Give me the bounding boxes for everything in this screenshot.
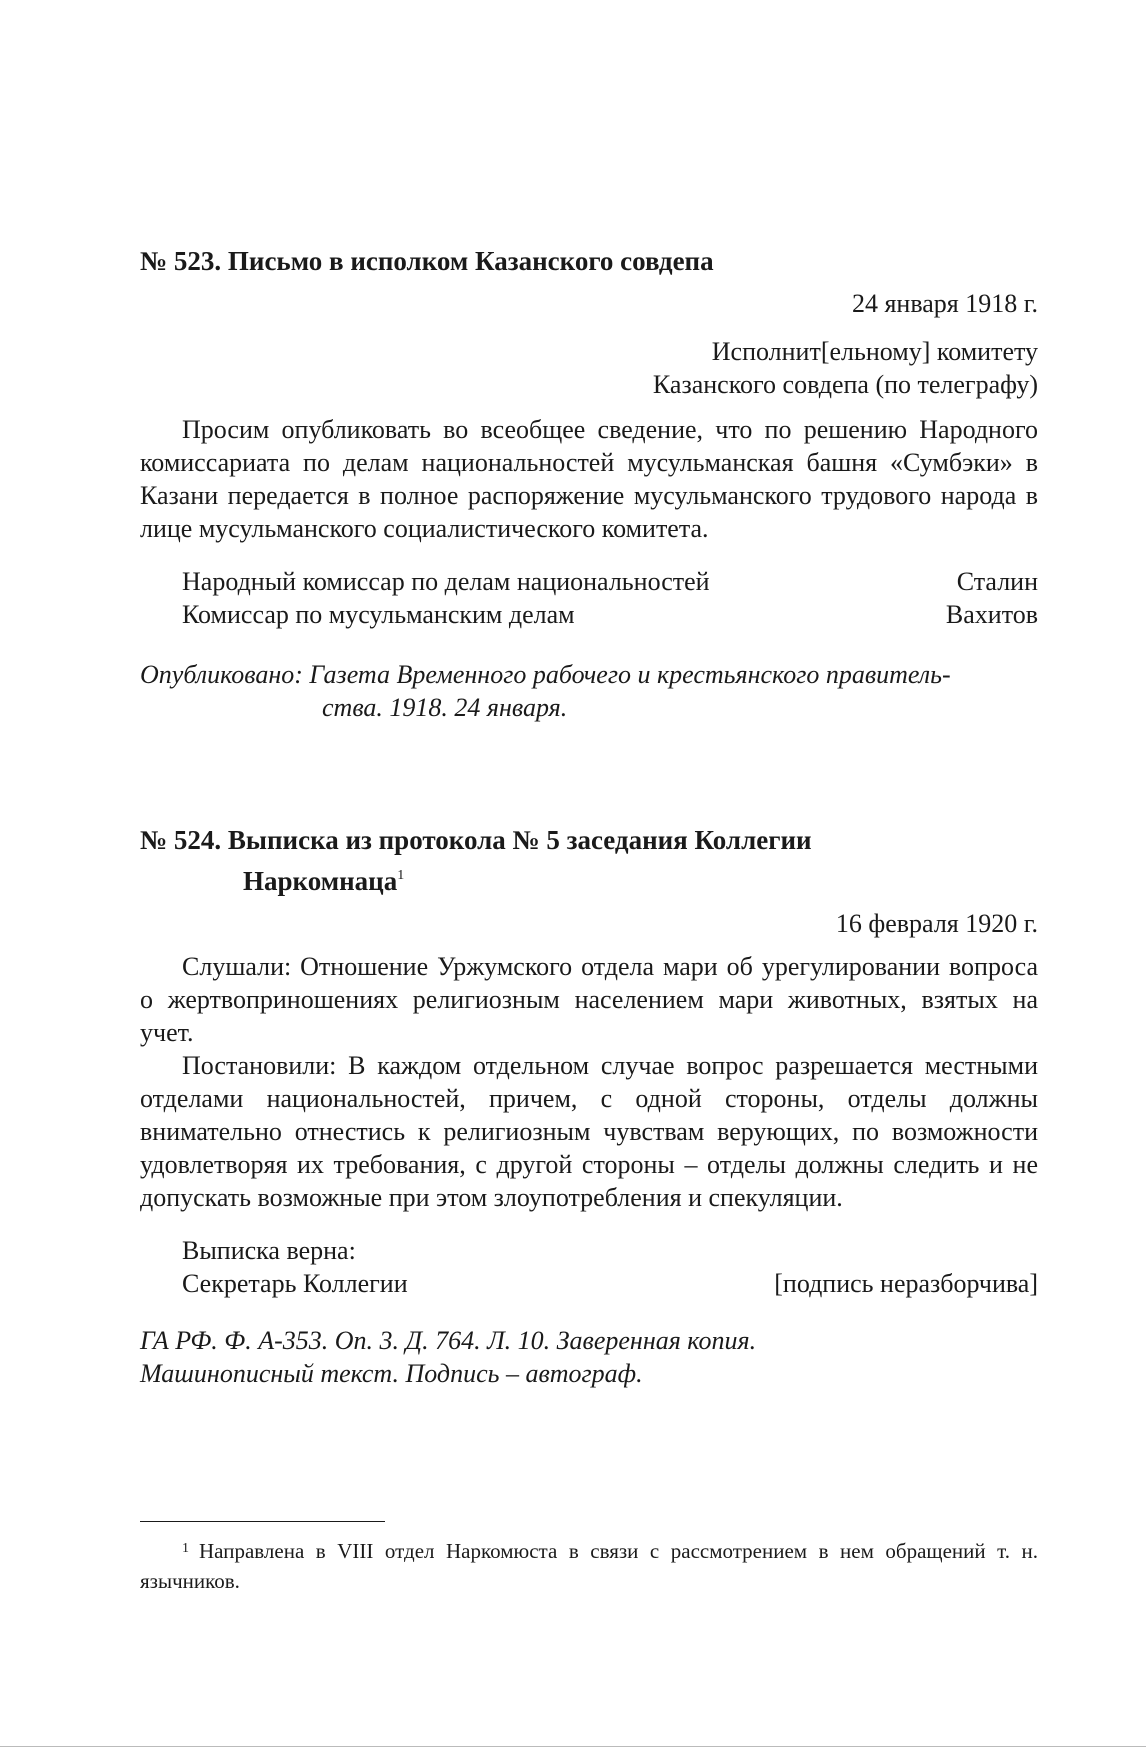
doc524-extract-label: Выписка верна: [182, 1236, 356, 1265]
footnote [140, 1534, 1038, 1596]
doc523-signatures [140, 565, 1038, 631]
doc523-body: Просим опубликовать во всеобщее сведение, что по решению Народного комиссариата по делам национальностей мусульманская башня «Сумбэки» в Казани передается в полное распоряжение мусульманского трудового народа в лице мусульманского социалистического комитета. [140, 415, 1038, 543]
document-523 [140, 243, 1038, 724]
doc524-heading-line1: № 524. Выписка из протокола № 5 заседания Коллегии [140, 825, 812, 855]
doc524-para-heard: Слушали: Отношение Уржумского отдела мари об урегулировании вопроса о жертвоприношениях религиозным населением мари животных, взятых на учет. [140, 952, 1038, 1047]
doc523-source-line2: ства. 1918. 24 января. [322, 693, 568, 722]
document-524 [140, 822, 1038, 1390]
signature-name: Сталин [956, 567, 1038, 596]
doc524-source-line1: ГА РФ. Ф. А-353. Оп. 3. Д. 764. Л. 10. Заверенная копия. [140, 1326, 757, 1355]
signature-role: Комиссар по мусульманским делам [182, 600, 575, 629]
doc524-para-resolved: Постановили: В каждом отдельном случае вопрос разрешается местными отделами национальностей, причем, с одной стороны, отделы должны внимательно отнестись к религиозным чувствам верующих, по возможности удовлетворяя их требования, с другой стороны – отделы должны следить и не допускать возможные при этом злоупотребления и спекуляции. [140, 1051, 1038, 1212]
secretary-label: Секретарь Коллегии [182, 1269, 408, 1298]
doc524-signature-row [140, 1267, 1038, 1300]
footnote-reference: 1 [397, 868, 405, 883]
footnote-divider [140, 1521, 385, 1522]
doc524-source-line2: Машинописный текст. Подпись – автограф. [140, 1359, 643, 1388]
signature-name: Вахитов [945, 600, 1038, 629]
doc524-date: 16 февраля 1920 г. [835, 909, 1038, 938]
doc524-heading-line2: Наркомнаца$^1$ [243, 866, 405, 896]
signature-role: Народный комиссар по делам национальностей [182, 567, 710, 596]
doc523-date: 24 января 1918 г. [851, 289, 1038, 318]
doc523-addressee-line1: Исполнит[ельному] комитету [711, 337, 1038, 366]
doc524-source [140, 1324, 1038, 1390]
signature-row [140, 598, 1038, 631]
doc524-heading [140, 822, 1038, 899]
footnote-text: Направлена в VIII отдел Наркомюста в связи с рассмотрением в нем обращений т. н. язычников. [140, 1539, 1038, 1593]
page-bottom-edge [0, 1746, 1146, 1747]
doc523-source [140, 658, 1038, 724]
footnote-number: 1 [182, 1541, 189, 1556]
signature-row [140, 565, 1038, 598]
doc523-source-line1: Опубликовано: Газета Временного рабочего и крестьянского правитель- [140, 660, 951, 689]
signature-note: [подпись неразборчива] [774, 1269, 1038, 1298]
doc523-heading: № 523. Письмо в исполком Казанского совдепа [140, 246, 714, 276]
doc523-addressee-line2: Казанского совдепа (по телеграфу) [652, 370, 1038, 399]
